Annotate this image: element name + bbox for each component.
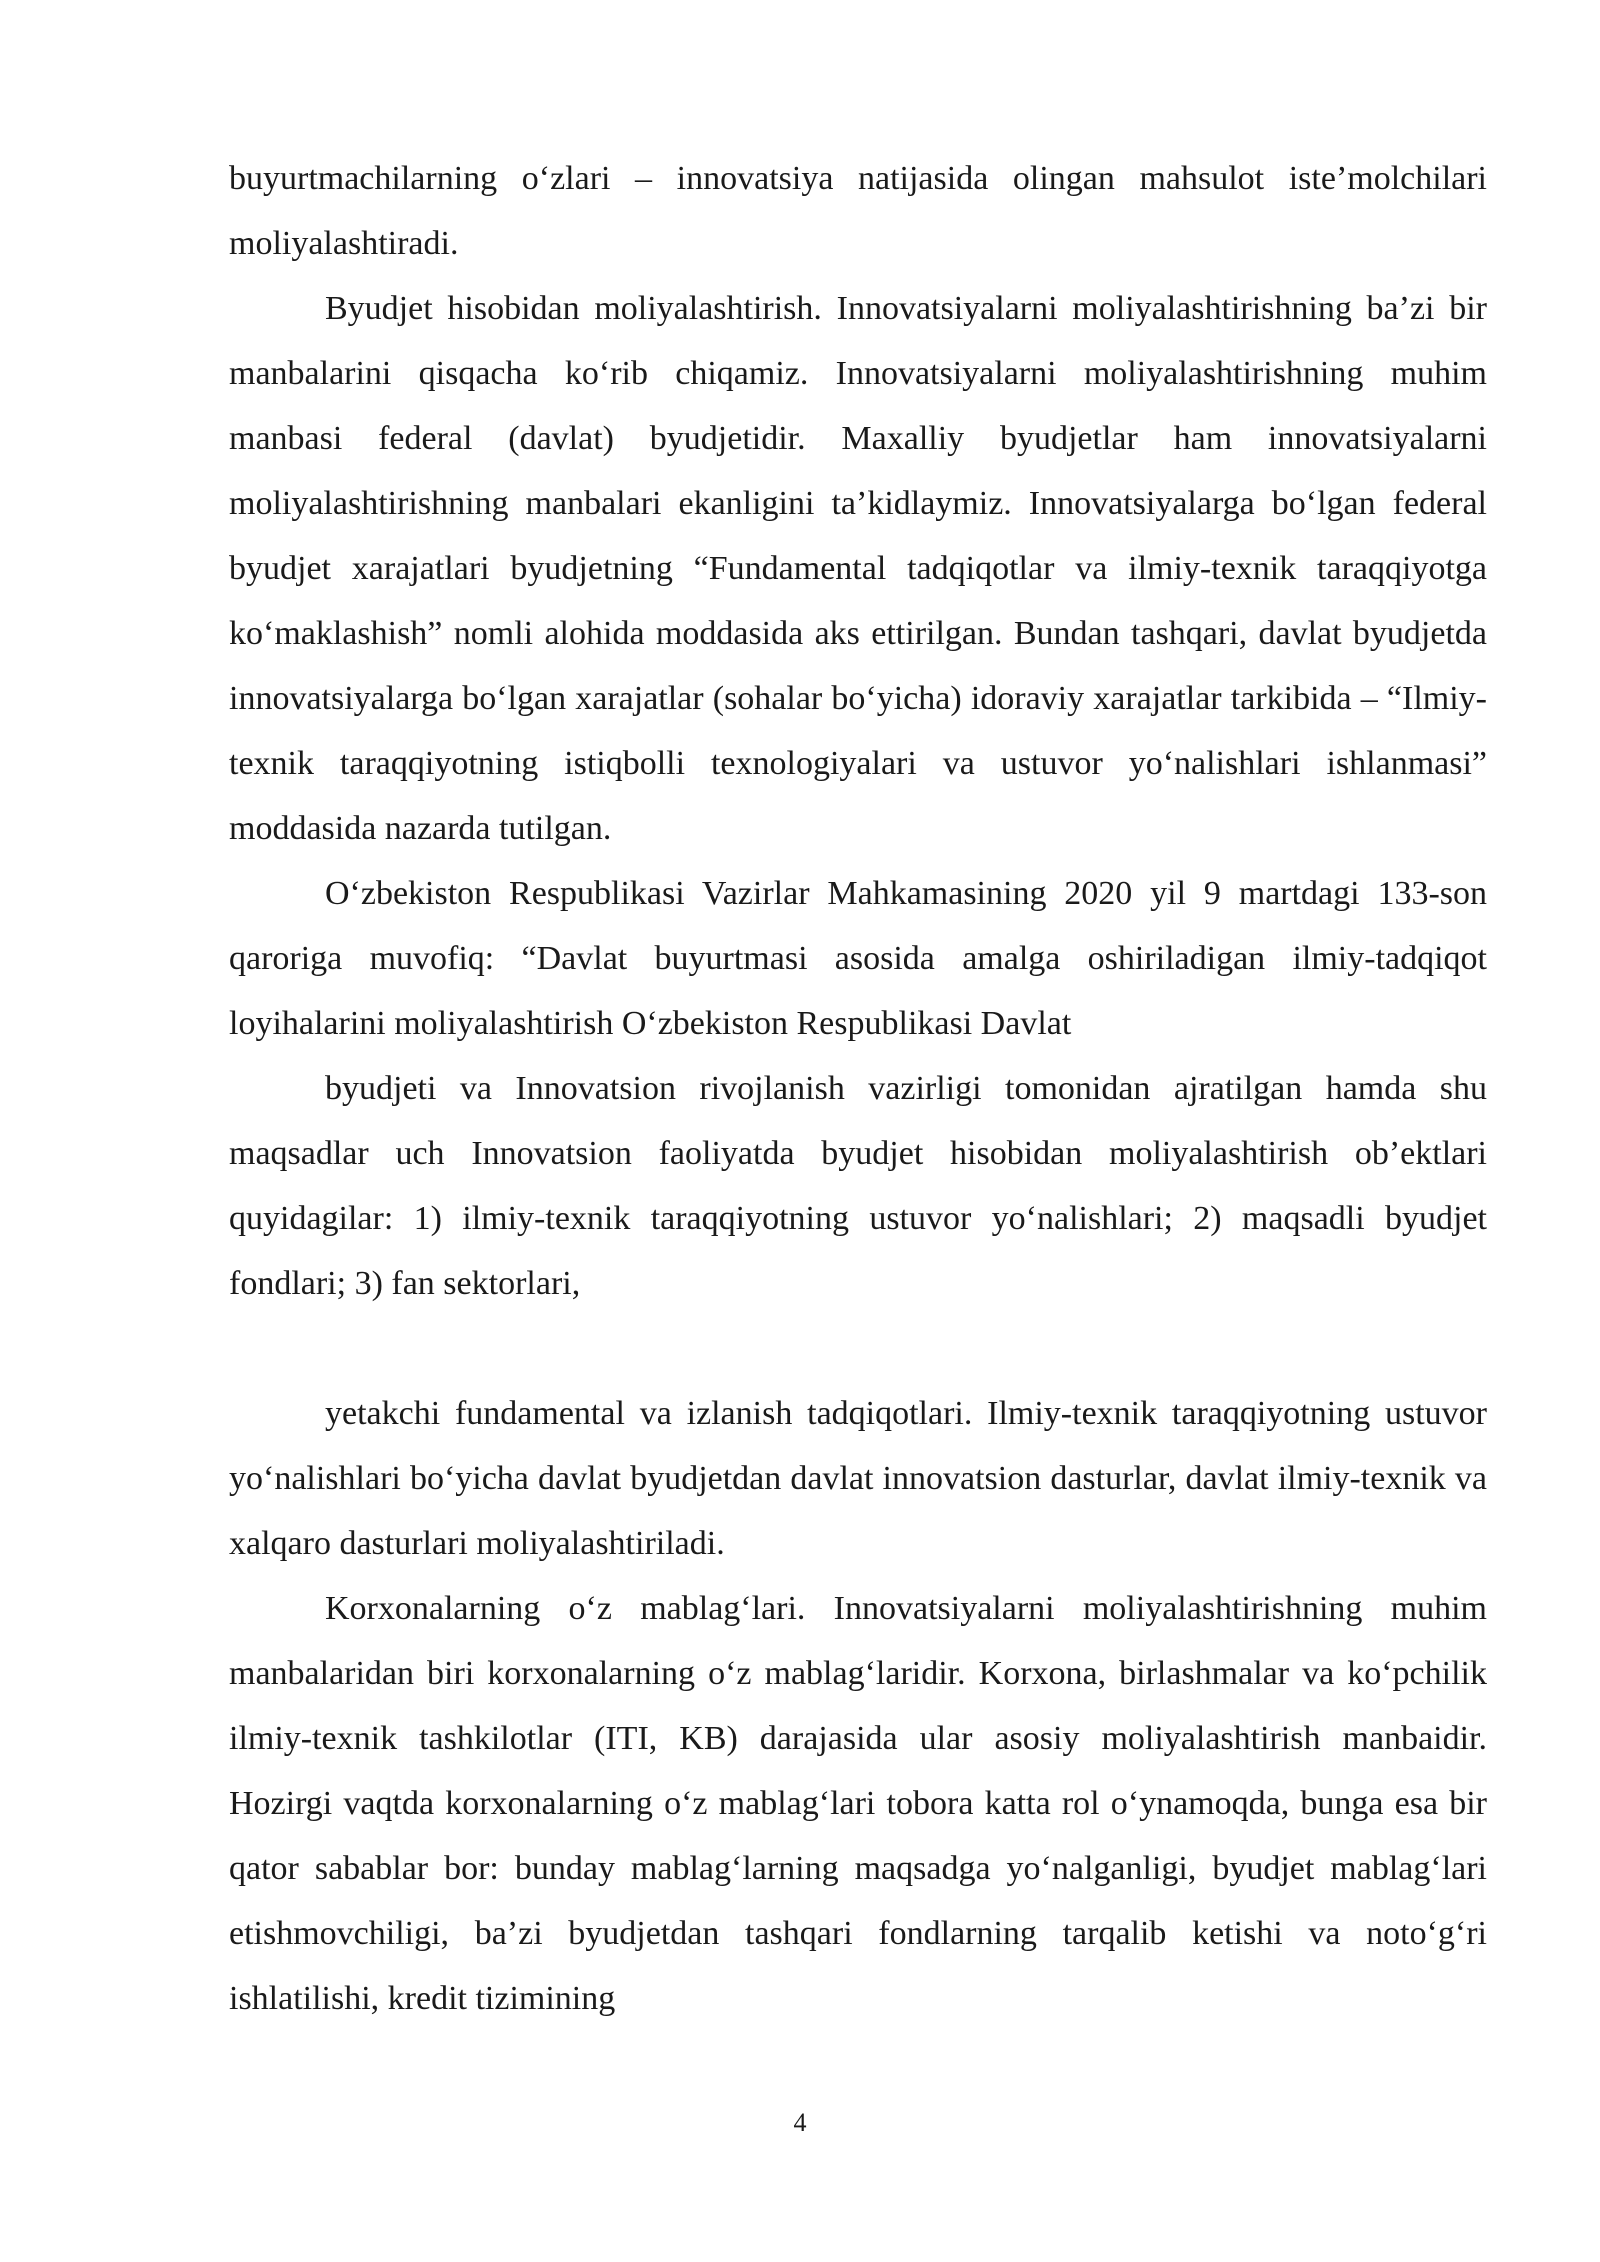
paragraph-leading-research: yetakchi fundamental va izlanish tadqiqotlari. Ilmiy-texnik taraqqiyotning ustuvor yo‘nalishlari bo‘yicha davlat byudjetdan davlat innovatsion dasturlar, davlat ilmiy-texnik va xalqaro dasturlari moliyalashtiriladi. [229,1395,1487,1562]
paragraph-cabinet-resolution: O‘zbekiston Respublikasi Vazirlar Mahkamasining 2020 yil 9 martdagi 133-son qaroriga muvofiq: “Davlat buyurtmasi asosida amalga oshiriladigan ilmiy-tadqiqot loyihalarini moliyalashtirish O‘zbekiston Respublikasi Davlat [229,875,1487,1042]
page-number: 4 [793,2108,807,2137]
paragraph-budget-financing: Byudjet hisobidan moliyalashtirish. Innovatsiyalarni moliyalashtirishning ba’zi bir manbalarini qisqacha ko‘rib chiqamiz. Innovatsiyalarni moliyalashtirishning muhim manbasi federal (davlat) byudjetidir. Maxalliy byudjetlar ham innovatsiyalarni moliyalashtirishning manbalari ekanligini ta’kidlaymiz. Innovatsiyalarga bo‘lgan federal byudjet xarajatlari byudjetning “Fundamental tadqiqotlar va ilmiy-texnik taraqqiyotga ko‘maklashish” nomli alohida moddasida aks ettirilgan. Bundan tashqari, davlat byudjetda innovatsiyalarga bo‘lgan xarajatlar (sohalar bo‘yicha) idoraviy xarajatlar tarkibida – “Ilmiy-texnik taraqqiyotning istiqbolli texnologiyalari va ustuvor yo‘nalishlari ishlanmasi” moddasida nazarda tutilgan. [229,290,1487,847]
paragraph-enterprise-funds: Korxonalarning o‘z mablag‘lari. Innovatsiyalarni moliyalashtirishning muhim manbalaridan biri korxonalarning o‘z mablag‘laridir. Korxona, birlashmalar va ko‘pchilik ilmiy-texnik tashkilotlar (ITI, KB) darajasida ular asosiy moliyalashtirish manbaidir. Hozirgi vaqtda korxonalarning o‘z mablag‘lari tobora katta rol o‘ynamoqda, bunga esa bir qator sabablar bor: bunday mablag‘larning maqsadga yo‘nalganligi, byudjet mablag‘lari etishmovchiligi, ba’zi byudjetdan tashqari fondlarning tarqalib ketishi va noto‘g‘ri ishlatilishi, kredit tizimining [229,1590,1487,2017]
body-text [229,146,1487,2031]
paragraph-continued: buyurtmachilarning o‘zlari – innovatsiya natijasida olingan mahsulot iste’molchilari moliyalashtiradi. [229,160,1487,262]
paragraph-financing-objects: byudjeti va Innovatsion rivojlanish vazirligi tomonidan ajratilgan hamda shu maqsadlar uch Innovatsion faoliyatda byudjet hisobidan moliyalashtirish ob’ektlari quyidagilar: 1) ilmiy-texnik taraqqiyotning ustuvor yo‘nalishlari; 2) maqsadli byudjet fondlari; 3) fan sektorlari, [229,1070,1487,1302]
